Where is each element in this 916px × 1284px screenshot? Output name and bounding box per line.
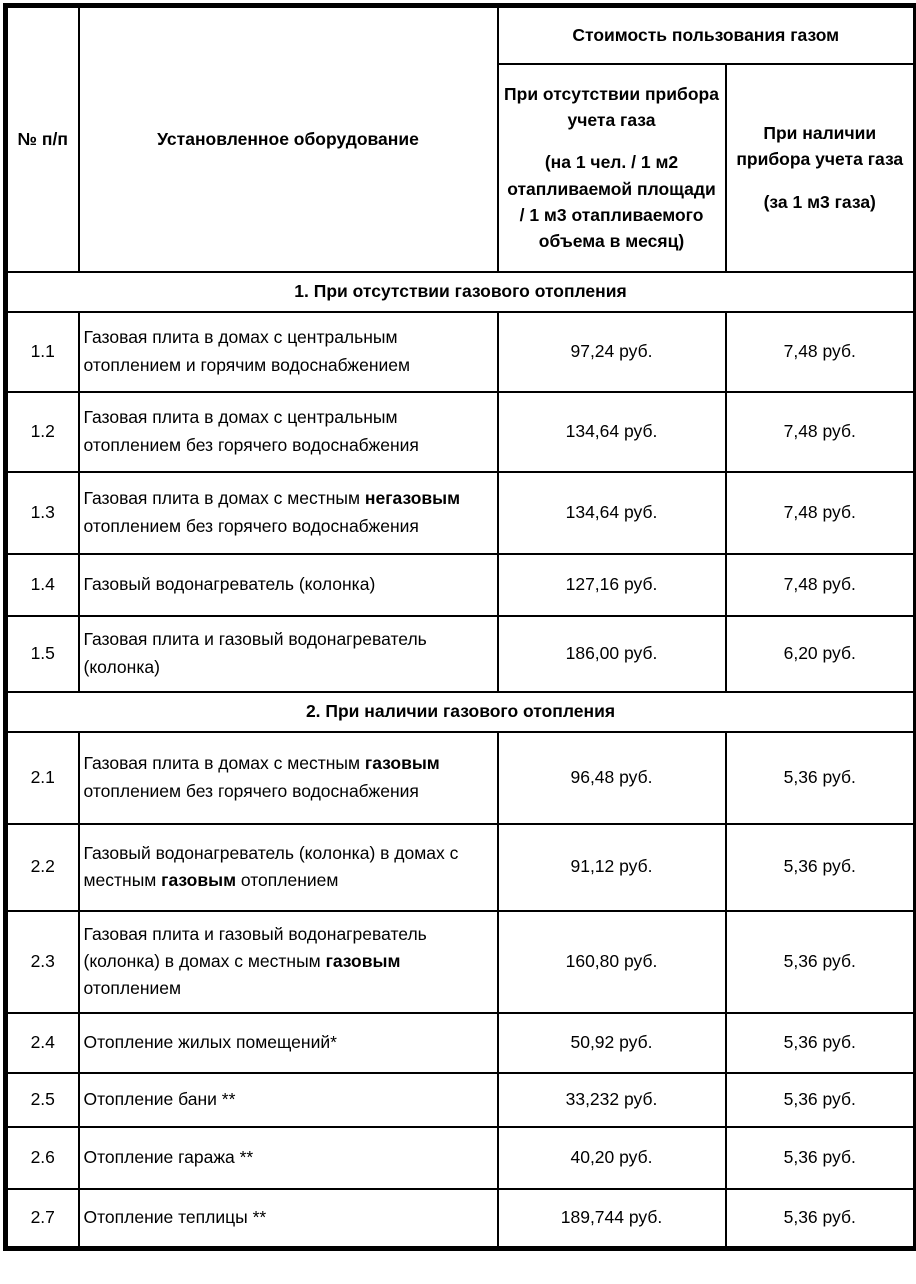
- section-title: 1. При отсутствии газового отопления: [6, 272, 916, 312]
- equipment-text: Газовая плита в домах с центральным отоплением без горячего водоснабжения: [83, 407, 419, 455]
- equipment-description: [79, 1073, 498, 1127]
- row-number: 2.4: [6, 1013, 79, 1073]
- equipment-text: Газовый водонагреватель (колонка): [83, 573, 376, 594]
- price-with-meter: 5,36 руб.: [726, 911, 916, 1013]
- gas-tariff-table: [3, 3, 916, 1251]
- row-number: 1.3: [6, 472, 79, 554]
- equipment-text: Газовая плита и газовый водонагреватель (колонка): [83, 629, 427, 677]
- equipment-text: отоплением: [236, 870, 339, 890]
- price-no-meter: 134,64 руб.: [498, 392, 726, 472]
- section-header-row: [6, 692, 916, 732]
- equipment-text: Газовая плита в домах с местным: [83, 753, 365, 774]
- price-with-meter: 5,36 руб.: [726, 824, 916, 911]
- no-meter-title: При отсутствии прибора учета газа: [504, 83, 719, 130]
- price-no-meter: 91,12 руб.: [498, 824, 726, 911]
- equipment-bold-term: негазовым: [364, 488, 461, 509]
- column-header-with-meter: [726, 64, 916, 272]
- price-no-meter: 186,00 руб.: [498, 616, 726, 692]
- row-number: 2.6: [6, 1127, 79, 1189]
- table-row: [6, 732, 916, 824]
- row-number: 1.5: [6, 616, 79, 692]
- equipment-text: отоплением без горячего водоснабжения: [83, 780, 419, 801]
- row-number: 1.1: [6, 312, 79, 392]
- equipment-text: Газовая плита и газовый водонагреватель (колонка) в домах с местным: [83, 923, 427, 971]
- section-title: 2. При наличии газового отопления: [6, 692, 916, 732]
- price-with-meter: 5,36 руб.: [726, 732, 916, 824]
- equipment-description: [79, 312, 498, 392]
- price-no-meter: 33,232 руб.: [498, 1073, 726, 1127]
- row-number: 2.1: [6, 732, 79, 824]
- column-header-cost-group: Стоимость пользования газом: [498, 6, 916, 64]
- column-header-number: № п/п: [6, 6, 79, 272]
- price-with-meter: 7,48 руб.: [726, 472, 916, 554]
- table-row: [6, 824, 916, 911]
- with-meter-title: При наличии прибора учета газа: [736, 123, 904, 170]
- price-no-meter: 127,16 руб.: [498, 554, 726, 616]
- equipment-description: [79, 616, 498, 692]
- equipment-description: [79, 824, 498, 911]
- row-number: 2.7: [6, 1189, 79, 1249]
- price-with-meter: 5,36 руб.: [726, 1127, 916, 1189]
- table-row: [6, 472, 916, 554]
- column-header-equipment: Установленное оборудование: [79, 6, 498, 272]
- price-no-meter: 97,24 руб.: [498, 312, 726, 392]
- price-with-meter: 6,20 руб.: [726, 616, 916, 692]
- table-row: [6, 312, 916, 392]
- equipment-text: Газовый водонагреватель (колонка) в домах с местным: [83, 842, 459, 890]
- column-header-no-meter: [498, 64, 726, 272]
- price-no-meter: 134,64 руб.: [498, 472, 726, 554]
- no-meter-unit-note: (на 1 чел. / 1 м2 отапливаемой площади / 1 м3 отапливаемого объема в месяц): [507, 152, 716, 251]
- table-row: [6, 392, 916, 472]
- row-number: 2.3: [6, 911, 79, 1013]
- equipment-text: Газовая плита в домах с местным: [83, 488, 365, 509]
- equipment-text: Отопление жилых помещений*: [83, 1031, 337, 1052]
- equipment-text: Отопление бани **: [83, 1088, 236, 1109]
- equipment-description: [79, 911, 498, 1013]
- price-no-meter: 160,80 руб.: [498, 911, 726, 1013]
- section-header-row: [6, 272, 916, 312]
- row-number: 2.2: [6, 824, 79, 911]
- equipment-bold-term: газовым: [364, 753, 440, 774]
- table-row: [6, 911, 916, 1013]
- table-row: [6, 1127, 916, 1189]
- price-with-meter: 5,36 руб.: [726, 1189, 916, 1249]
- row-number: 1.2: [6, 392, 79, 472]
- price-no-meter: 50,92 руб.: [498, 1013, 726, 1073]
- price-no-meter: 189,744 руб.: [498, 1189, 726, 1249]
- equipment-description: [79, 1127, 498, 1189]
- price-with-meter: 7,48 руб.: [726, 554, 916, 616]
- price-with-meter: 7,48 руб.: [726, 392, 916, 472]
- price-with-meter: 5,36 руб.: [726, 1073, 916, 1127]
- equipment-description: [79, 732, 498, 824]
- table-row: [6, 554, 916, 616]
- price-no-meter: 40,20 руб.: [498, 1127, 726, 1189]
- price-no-meter: 96,48 руб.: [498, 732, 726, 824]
- table-row: [6, 1073, 916, 1127]
- equipment-description: [79, 392, 498, 472]
- row-number: 2.5: [6, 1073, 79, 1127]
- table-row: [6, 616, 916, 692]
- with-meter-unit-note: (за 1 м3 газа): [763, 191, 876, 212]
- equipment-text: Газовая плита в домах с центральным отоплением и горячим водоснабжением: [83, 327, 411, 375]
- equipment-bold-term: газовым: [325, 950, 401, 971]
- equipment-text: Отопление теплицы **: [83, 1207, 267, 1228]
- equipment-description: [79, 1013, 498, 1073]
- table-row: [6, 1189, 916, 1249]
- header-row-top: [6, 6, 916, 64]
- equipment-text: Отопление гаража **: [83, 1146, 254, 1167]
- equipment-bold-term: газовым: [161, 870, 237, 890]
- price-with-meter: 7,48 руб.: [726, 312, 916, 392]
- equipment-description: [79, 1189, 498, 1249]
- equipment-text: отоплением без горячего водоснабжения: [83, 515, 419, 536]
- equipment-description: [79, 472, 498, 554]
- price-with-meter: 5,36 руб.: [726, 1013, 916, 1073]
- row-number: 1.4: [6, 554, 79, 616]
- table-row: [6, 1013, 916, 1073]
- equipment-text: отоплением: [83, 978, 182, 999]
- equipment-description: [79, 554, 498, 616]
